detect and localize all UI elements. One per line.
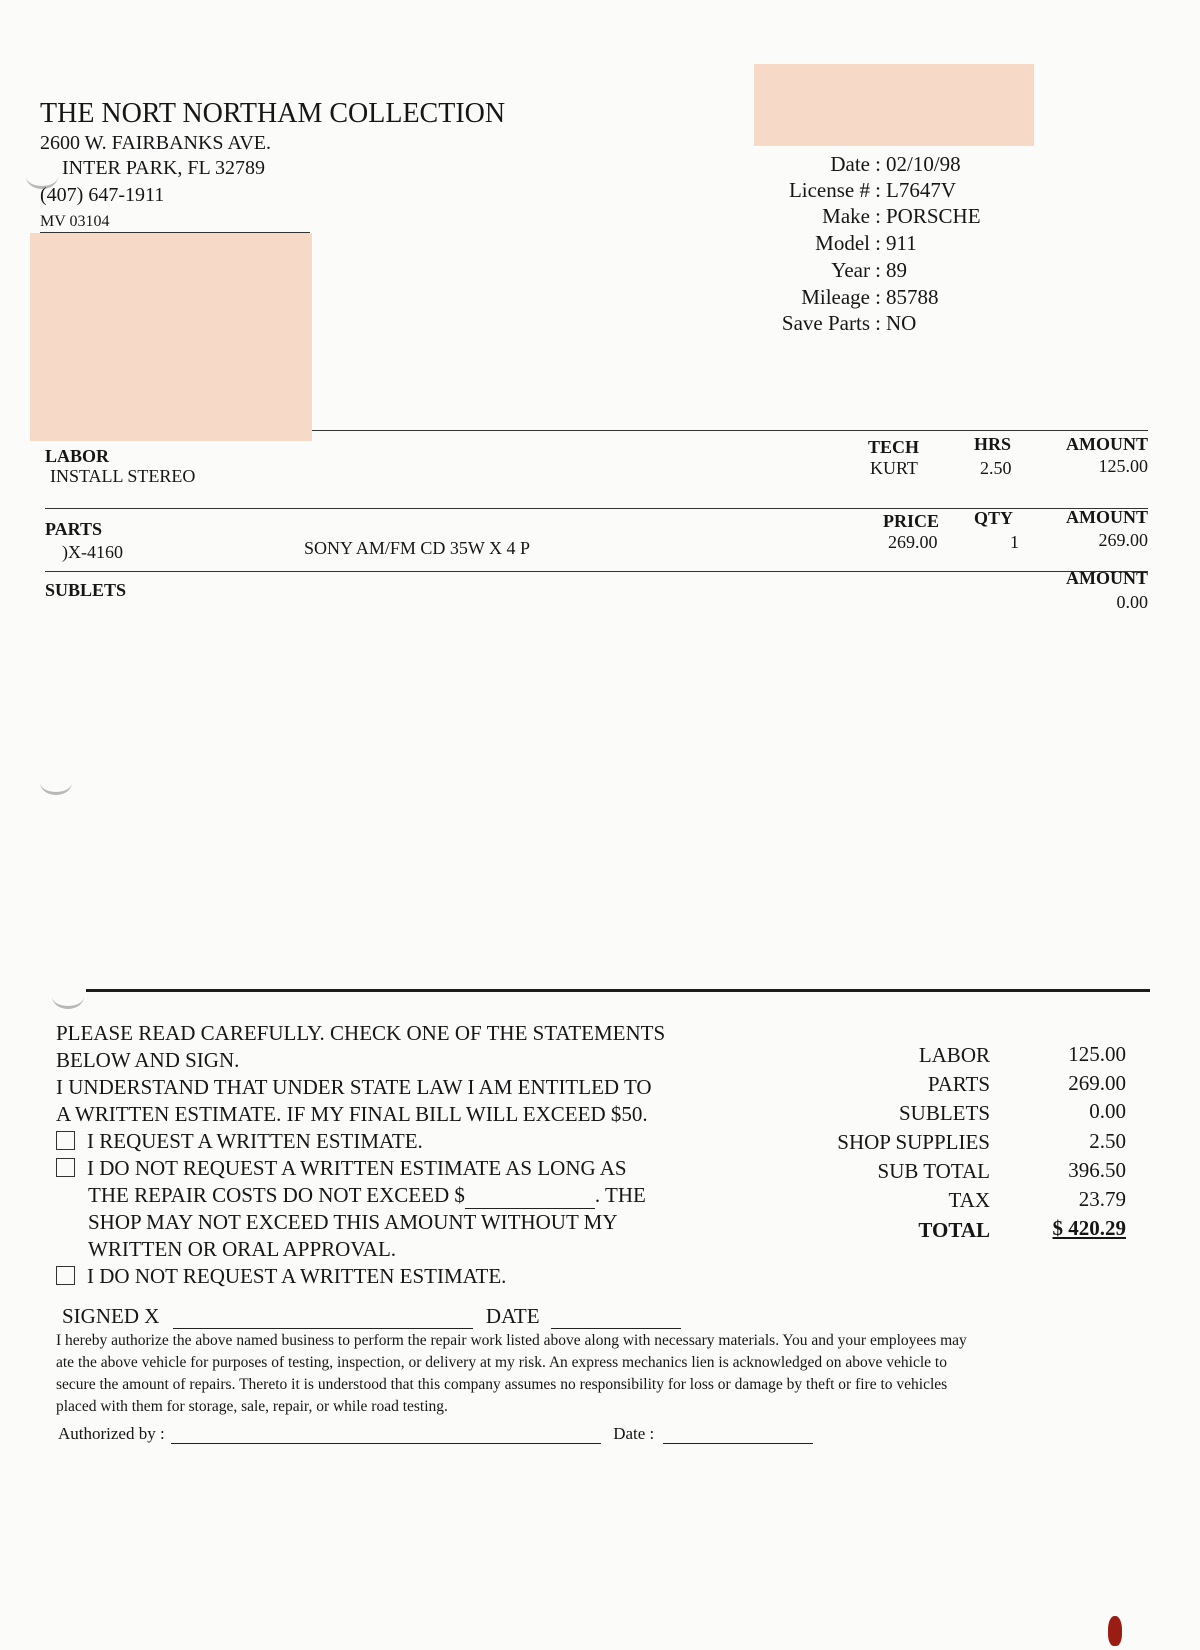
sublets-top-rule [45,571,1148,572]
option-limit-estimate-text-1: I DO NOT REQUEST A WRITTEN ESTIMATE AS LONG AS [87,1156,627,1180]
option-no-estimate [56,1263,776,1290]
totals-labor-label: LABOR [918,1043,990,1067]
totals-supplies-label: SHOP SUPPLIES [837,1130,990,1154]
make-value: PORSCHE [886,204,981,228]
model-label: Model [815,231,870,255]
option-no-estimate-text: I DO NOT REQUEST A WRITTEN ESTIMATE. [87,1264,507,1288]
option-limit-line-2 [56,1182,776,1209]
parts-section-label: PARTS [45,519,103,539]
license-value: L7647V [886,178,956,202]
totals-subtotal-value: 396.50 [1068,1158,1126,1182]
vehicle-license-row [720,178,1160,203]
option-request-estimate-text: I REQUEST A WRITTEN ESTIMATE. [87,1129,423,1153]
authorized-by-field[interactable] [171,1427,601,1444]
totals-labor-value: 125.00 [1068,1042,1126,1066]
option-limit-estimate-text-4: WRITTEN OR ORAL APPROVAL. [88,1237,397,1261]
legal-line-2: ate the above vehicle for purposes of testing, inspection, or delivery at my risk. An express mechanics lien is acknowledged on above vehicle to [56,1354,947,1371]
labor-tech-header: TECH [868,437,920,457]
colon: : [875,285,881,309]
totals-sublets-value: 0.00 [1089,1099,1126,1123]
parts-qty-header: QTY [974,508,1014,528]
authorized-by-label: Authorized by : [58,1424,165,1443]
totals-total-value: $ 420.29 [1052,1216,1126,1240]
parts-description: SONY AM/FM CD 35W X 4 P [304,538,531,558]
option-request-estimate [56,1128,776,1155]
signature-date-field[interactable] [551,1308,681,1329]
checkbox-limit-estimate[interactable] [56,1158,75,1177]
parts-amount-header: AMOUNT [1066,507,1148,527]
business-address-1: 2600 W. FAIRBANKS AVE. [40,132,271,154]
option-limit-estimate-text-3: SHOP MAY NOT EXCEED THIS AMOUNT WITHOUT MY [88,1210,618,1234]
parts-part-number: )X-4160 [62,542,123,562]
labor-amount-header: AMOUNT [1066,434,1148,454]
totals-sublets-label: SUBLETS [898,1101,990,1125]
year-value: 89 [886,258,907,282]
checkbox-request-estimate[interactable] [56,1131,75,1150]
signature-row [62,1304,681,1329]
footer-divider [86,989,1150,992]
totals-parts-value: 269.00 [1068,1071,1126,1095]
totals-total-label: TOTAL [918,1218,990,1242]
colon: : [875,258,881,282]
disclaimer-line-4: A WRITTEN ESTIMATE. IF MY FINAL BILL WILL EXCEED $50. [56,1102,648,1126]
parts-price: 269.00 [888,532,938,552]
option-limit-estimate [56,1155,776,1182]
labor-hrs-header: HRS [974,434,1012,454]
redacted-stamp [754,64,1034,146]
save-parts-label: Save Parts [781,311,870,335]
totals-tax-value: 23.79 [1078,1187,1126,1211]
signature-field[interactable] [173,1308,473,1329]
disclaimer-block [56,1020,776,1290]
mileage-value: 85788 [886,285,939,309]
header-underline [40,232,310,233]
model-value: 911 [886,231,917,255]
punch-hole-middle [40,770,72,795]
labor-top-rule [312,430,1148,431]
vehicle-model-row [720,231,1160,256]
disclaimer-line-2: BELOW AND SIGN. [56,1048,240,1072]
colon: : [875,231,881,255]
sublets-amount-header: AMOUNT [1066,568,1148,588]
colon: : [875,311,881,335]
authorization-text [56,1330,1126,1418]
date-value: 02/10/98 [886,152,961,176]
labor-tech: KURT [870,458,918,478]
labor-hrs: 2.50 [980,458,1012,478]
vehicle-make-row [720,204,1160,229]
authorized-date-field[interactable] [663,1427,813,1444]
labor-description: INSTALL STEREO [50,466,196,486]
authorized-row [58,1424,813,1444]
vehicle-date-row [720,152,1160,177]
sublets-amount: 0.00 [1116,592,1148,612]
sublets-section-label: SUBLETS [45,580,127,600]
business-name: THE NORT NORTHAM COLLECTION [40,98,506,129]
signature-date-label: DATE [485,1304,540,1328]
parts-amount: 269.00 [1098,530,1148,550]
vehicle-year-row [720,258,1160,283]
date-label: Date [830,152,870,176]
labor-amount: 125.00 [1098,456,1148,476]
punch-hole-lower [52,984,84,1009]
signed-label: SIGNED X [62,1304,160,1328]
totals-subtotal-label: SUB TOTAL [877,1159,990,1183]
redacted-customer-block [30,233,312,441]
totals-tax-label: TAX [948,1188,990,1212]
checkbox-no-estimate[interactable] [56,1266,75,1285]
legal-line-3: secure the amount of repairs. Thereto it is understood that this company assumes no responsibility for loss or damage by theft or fire to vehicles [56,1376,948,1393]
legal-line-1: I hereby authorize the above named business to perform the repair work listed above along with necessary materials. You and your employees may [56,1332,967,1349]
save-parts-value: NO [886,311,917,335]
business-address-2: INTER PARK, FL 32789 [62,157,265,179]
authorized-date-label: Date : [613,1424,655,1443]
option-limit-estimate-text-2a: THE REPAIR COSTS DO NOT EXCEED $ [88,1183,465,1207]
business-phone: (407) 647-1911 [40,184,165,206]
labor-section-label: LABOR [45,446,110,466]
parts-price-header: PRICE [883,511,940,531]
colon: : [875,152,881,176]
colon: : [875,204,881,228]
colon: : [875,178,881,202]
mileage-label: Mileage [801,285,870,309]
disclaimer-line-3: I UNDERSTAND THAT UNDER STATE LAW I AM ENTITLED TO [56,1075,652,1099]
totals-parts-label: PARTS [927,1072,990,1096]
business-mv-number: MV 03104 [40,213,110,230]
year-label: Year [831,258,870,282]
disclaimer-line-1: PLEASE READ CAREFULLY. CHECK ONE OF THE STATEMENTS [56,1021,666,1045]
totals-supplies-value: 2.50 [1089,1129,1126,1153]
ink-blot-mark [1108,1616,1122,1646]
parts-qty: 1 [1010,532,1019,552]
legal-line-4: placed with them for storage, sale, repair, or while road testing. [56,1398,448,1415]
option-limit-estimate-text-2b: . THE [594,1183,646,1207]
license-label: License # [788,178,870,202]
make-label: Make [822,204,870,228]
estimate-limit-input[interactable] [465,1188,595,1209]
vehicle-mileage-row [720,285,1160,310]
vehicle-save-parts-row [720,311,1160,336]
